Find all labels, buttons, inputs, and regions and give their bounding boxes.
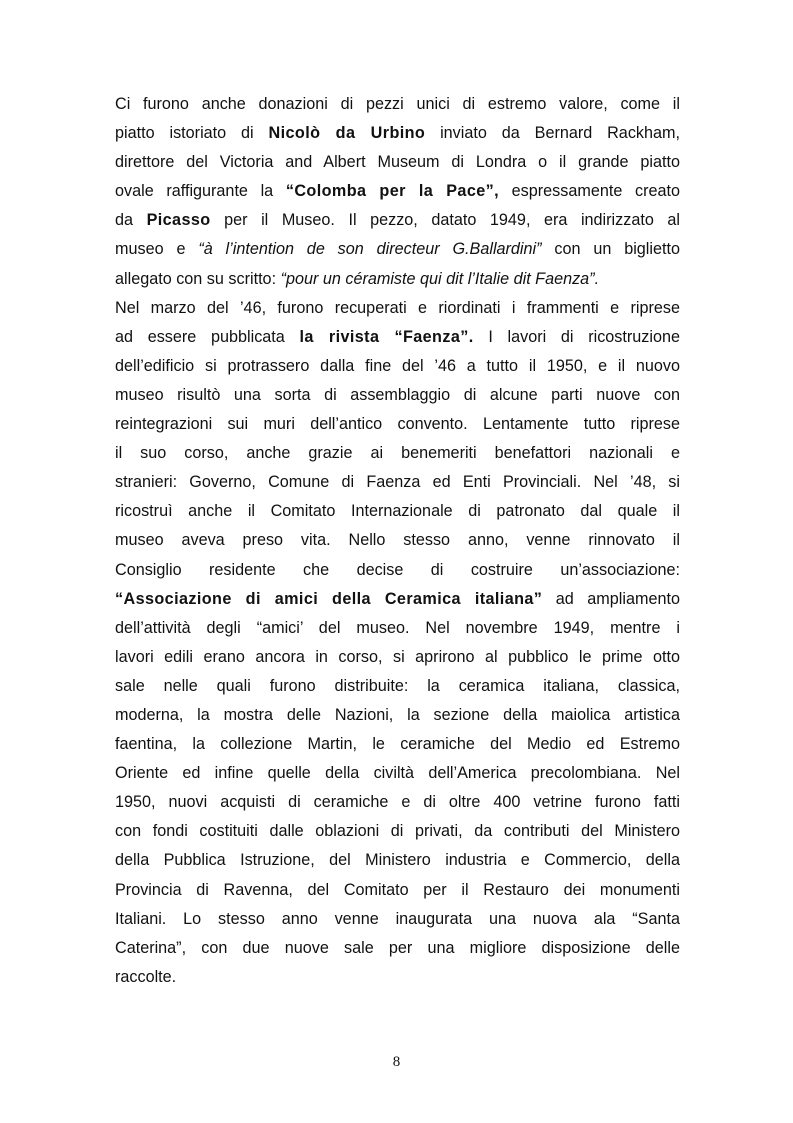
- italic-text: “pour un céramiste qui dit l’Italie dit Faenza”.: [280, 269, 600, 288]
- text-segment: museo e: [115, 240, 199, 259]
- bold-text: Nicolò da Urbino: [268, 124, 426, 143]
- text-segment: Provincia di Ravenna, del Comitato per il Restauro dei monumenti: [115, 880, 680, 899]
- text-segment: Oriente ed infine quelle della civiltà dell’America precolombiana. Nel: [115, 764, 680, 783]
- text-segment: Nel marzo del ’46, furono recuperati e riordinati i frammenti e riprese: [115, 298, 680, 317]
- text-segment: per il Museo. Il pezzo, datato 1949, era indirizzato al: [210, 211, 680, 230]
- text-line: [115, 497, 680, 526]
- text-segment: lavori edili erano ancora in corso, si aprirono al pubblico le prime otto: [115, 647, 680, 666]
- text-segment: 1950, nuovi acquisti di ceramiche e di oltre 400 vetrine furono fatti: [115, 793, 680, 812]
- bold-text: la rivista “Faenza”.: [299, 327, 474, 346]
- text-line: [115, 905, 680, 934]
- text-segment: inviato da Bernard Rackham,: [425, 124, 680, 143]
- text-line: [115, 701, 680, 730]
- text-line: [115, 206, 680, 235]
- text-segment: ad ampliamento: [542, 589, 680, 608]
- text-line: [115, 643, 680, 672]
- text-segment: il suo corso, anche grazie ai benemeriti benefattori nazionali e: [115, 444, 680, 463]
- text-line: [115, 759, 680, 788]
- text-line: [115, 119, 680, 148]
- text-line: [115, 381, 680, 410]
- text-line: [115, 876, 680, 905]
- text-segment: dell’edificio si protrassero dalla fine del ’46 a tutto il 1950, e il nuovo: [115, 356, 680, 375]
- text-segment: Ci furono anche donazioni di pezzi unici di estremo valore, come il: [115, 95, 680, 113]
- text-segment: ovale raffigurante la: [115, 182, 286, 201]
- bold-text: “Associazione di amici della Ceramica italiana”: [115, 589, 543, 608]
- text-line: [115, 294, 680, 323]
- text-segment: stranieri: Governo, Comune di Faenza ed Enti Provinciali. Nel ’48, si: [115, 473, 680, 492]
- text-line: [115, 90, 680, 119]
- body-text: [115, 90, 680, 992]
- text-line: [115, 614, 680, 643]
- text-segment: allegato con su scritto:: [115, 269, 281, 288]
- text-segment: sale nelle quali furono distribuite: la ceramica italiana, classica,: [115, 676, 680, 695]
- text-line: [115, 439, 680, 468]
- text-segment: faentina, la collezione Martin, le ceramiche del Medio ed Estremo: [115, 735, 680, 754]
- text-line: [115, 352, 680, 381]
- text-segment: della Pubblica Istruzione, del Ministero industria e Commercio, della: [115, 851, 680, 870]
- text-segment: museo risultò una sorta di assemblaggio di alcune parti nuove con: [115, 385, 680, 404]
- text-segment: raccolte.: [115, 967, 177, 986]
- text-line: [115, 556, 680, 585]
- text-segment: reintegrazioni sui muri dell’antico convento. Lentamente tutto riprese: [115, 415, 680, 434]
- text-line: [115, 672, 680, 701]
- page-number: 8: [392, 1054, 401, 1070]
- text-segment: espressamente creato: [499, 182, 680, 201]
- text-segment: con fondi costituiti dalle oblazioni di privati, da contributi del Ministero: [115, 822, 680, 841]
- text-line: [115, 963, 680, 992]
- italic-text: “à l’intention de son directeur G.Ballardini”: [198, 240, 542, 259]
- text-segment: ricostruì anche il Comitato Internazionale di patronato dal quale il: [115, 502, 680, 521]
- text-segment: museo aveva preso vita. Nello stesso anno, venne rinnovato il: [115, 531, 680, 550]
- text-segment: con un biglietto: [541, 240, 680, 259]
- text-line: [115, 585, 680, 614]
- text-line: [115, 817, 680, 846]
- text-line: [115, 177, 680, 206]
- text-line: [115, 235, 680, 264]
- text-line: [115, 730, 680, 759]
- text-segment: piatto istoriato di: [115, 124, 269, 143]
- text-line: [115, 265, 680, 294]
- bold-text: “Colomba per la Pace”,: [285, 182, 500, 201]
- text-segment: Italiani. Lo stesso anno venne inaugurata una nuova ala “Santa: [115, 909, 680, 928]
- text-segment: Consiglio residente che decise di costruire un’associazione:: [115, 560, 680, 579]
- text-line: [115, 526, 680, 555]
- text-segment: da: [115, 211, 147, 230]
- text-segment: moderna, la mostra delle Nazioni, la sezione della maiolica artistica: [115, 705, 680, 724]
- text-segment: I lavori di ricostruzione: [473, 327, 680, 346]
- text-line: [115, 788, 680, 817]
- text-line: [115, 323, 680, 352]
- text-segment: dell’attività degli “amici’ del museo. Nel novembre 1949, mentre i: [115, 618, 680, 637]
- text-segment: ad essere pubblicata: [115, 327, 300, 346]
- text-segment: direttore del Victoria and Albert Museum di Londra o il grande piatto: [115, 153, 680, 172]
- bold-text: Picasso: [146, 211, 211, 230]
- text-line: [115, 148, 680, 177]
- text-line: [115, 410, 680, 439]
- text-line: [115, 846, 680, 875]
- text-line: [115, 934, 680, 963]
- text-line: [115, 468, 680, 497]
- text-segment: Caterina”, con due nuove sale per una migliore disposizione delle: [115, 938, 680, 957]
